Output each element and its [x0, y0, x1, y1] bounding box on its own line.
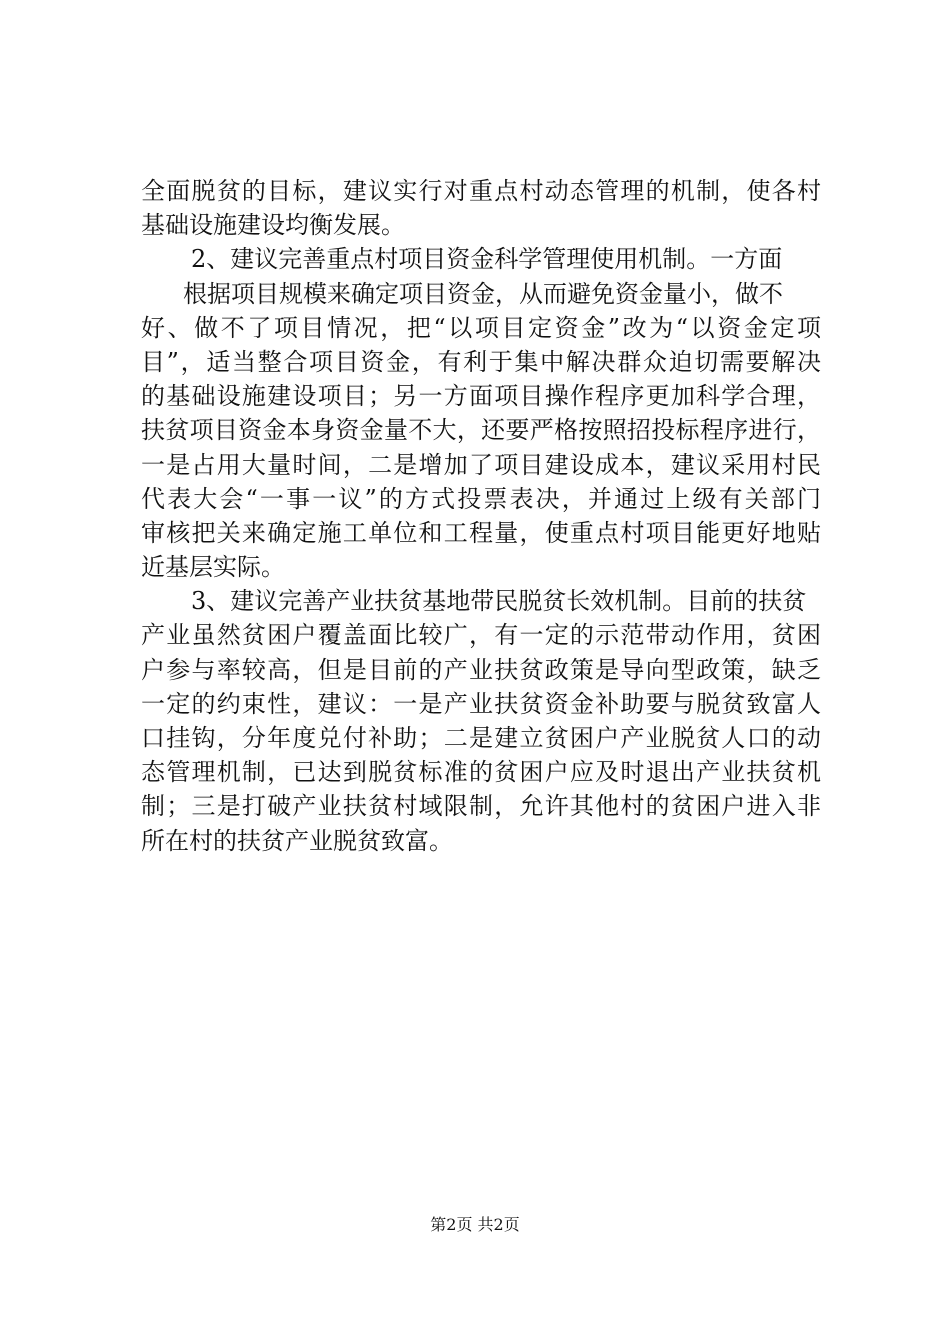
page-number-footer: 第2页 共2页 [430, 1215, 520, 1234]
text-line: 扶贫项目资金本身资金量不大，还要严格按照招投标程序进行， [141, 416, 821, 445]
text-line: 一定的约束性，建议：一是产业扶贫资金补助要与脱贫致富人 [141, 689, 821, 718]
paragraph-heading-3: 3、建议完善产业扶贫基地带民脱贫长效机制。目前的扶贫 [191, 587, 807, 616]
text-line: 的基础设施建设项目；另一方面项目操作程序更加科学合理， [141, 382, 821, 411]
text-line: 基础设施建设均衡发展。 [141, 211, 405, 240]
text-line: 态管理机制，已达到脱贫标准的贫困户应及时退出产业扶贫机 [141, 758, 821, 787]
text-line: 制；三是打破产业扶贫村域限制，允许其他村的贫困户进入非 [141, 792, 821, 821]
text-line: 目”，适当整合项目资金，有利于集中解决群众迫切需要解决 [141, 347, 821, 376]
text-line: 根据项目规模来确定项目资金，从而避免资金量小，做不 [183, 279, 783, 308]
text-line: 产业虽然贫困户覆盖面比较广，有一定的示范带动作用，贫困 [141, 621, 821, 650]
text-line: 一是占用大量时间，二是增加了项目建设成本，建议采用村民 [141, 450, 821, 479]
paragraph-heading-2: 2、建议完善重点村项目资金科学管理使用机制。一方面 [191, 245, 783, 274]
text-line: 好、做不了项目情况，把“以项目定资金”改为“以资金定项 [141, 313, 821, 342]
document-body [141, 174, 821, 858]
text-line: 口挂钩，分年度兑付补助；二是建立贫困户产业脱贫人口的动 [141, 724, 821, 752]
text-line: 户参与率较高，但是目前的产业扶贫政策是导向型政策，缺乏 [141, 655, 821, 684]
text-line: 近基层实际。 [141, 553, 285, 582]
text-line: 审核把关来确定施工单位和工程量，使重点村项目能更好地贴 [141, 518, 821, 547]
text-line: 全面脱贫的目标，建议实行对重点村动态管理的机制，使各村 [141, 177, 821, 205]
text-line: 所在村的扶贫产业脱贫致富。 [141, 826, 453, 855]
text-line: 代表大会“一事一议”的方式投票表决，并通过上级有关部门 [141, 484, 821, 513]
